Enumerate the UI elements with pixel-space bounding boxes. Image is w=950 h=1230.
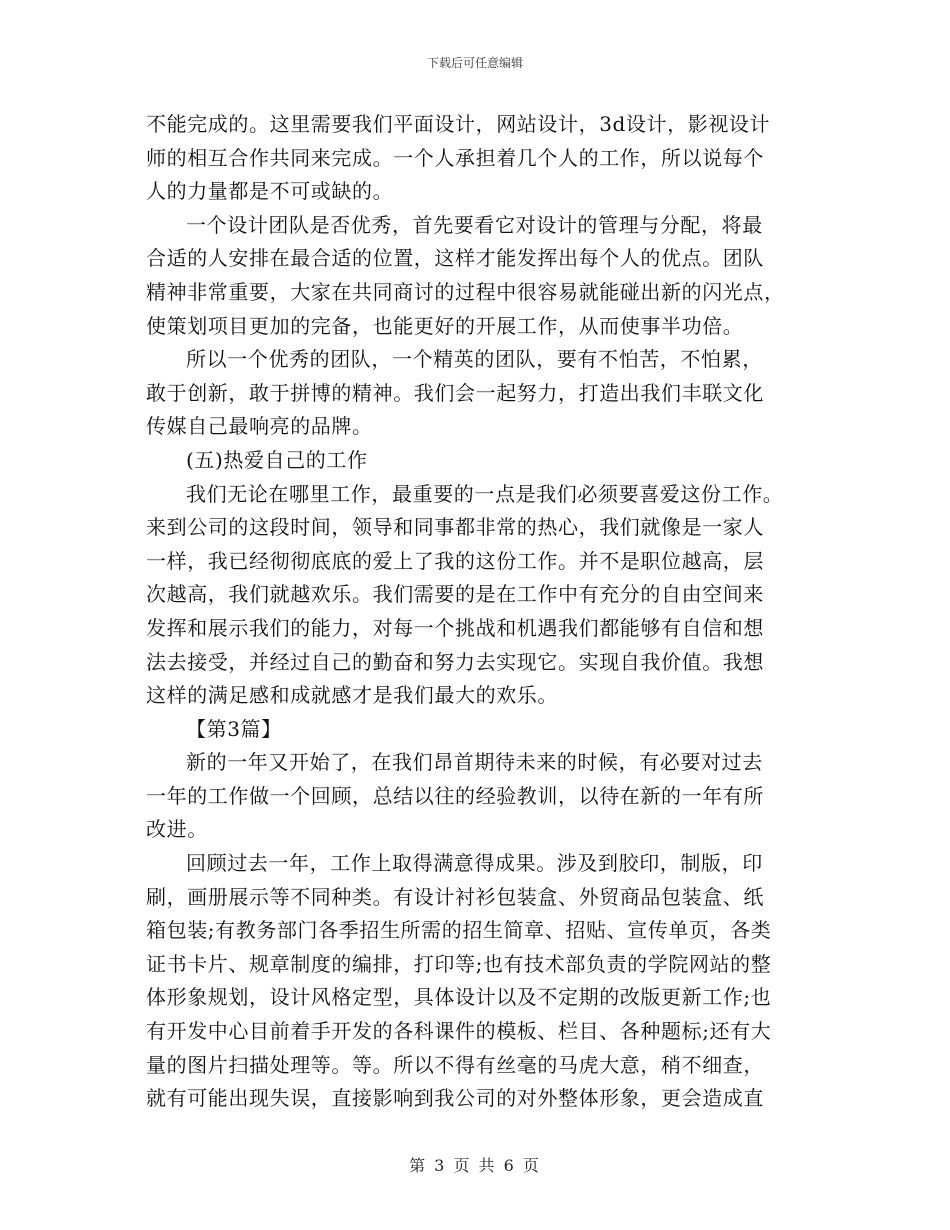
text-line: 这样的满足感和成就感才是我们最大的欢乐。 xyxy=(146,683,558,708)
text-line: 次越高，我们就越欢乐。我们需要的是在工作中有充分的自由空间来 xyxy=(146,582,764,607)
text-line: 就有可能出现失误，直接影响到我公司的对外整体形象，更会造成直 xyxy=(146,1086,764,1111)
text-line: 一个设计团队是否优秀，首先要看它对设计的管理与分配，将最 xyxy=(186,212,763,237)
text-line: 回顾过去一年，工作上取得满意得成果。涉及到胶印，制版，印 xyxy=(186,851,763,876)
text-line: 不能完成的。这里需要我们平面设计，网站设计，3d设计，影视设计 xyxy=(146,112,771,136)
text-line: 来到公司的这段时间，领导和同事都非常的热心，我们就像是一家人 xyxy=(146,515,764,540)
text-line: 所以一个优秀的团队，一个精英的团队，要有不怕苦，不怕累， xyxy=(186,347,763,372)
text-line: 精神非常重要，大家在共同商讨的过程中很容易就能碰出新的闪光点， xyxy=(146,279,785,304)
text-line: 人的力量都是不可或缺的。 xyxy=(146,179,394,204)
section-heading: (五)热爱自己的工作 xyxy=(186,447,368,472)
text-line: 法去接受，并经过自己的勤奋和努力去实现它。实现自我价值。我想 xyxy=(146,649,764,674)
text-line: 量的图片扫描处理等。等。所以不得有丝毫的马虎大意，稍不细查， xyxy=(146,1052,764,1077)
text-line: 传媒自己最响亮的品牌。 xyxy=(146,414,373,439)
text-line: 箱包装;有教务部门各季招生所需的招生简章、招贴、宣传单页，各类 xyxy=(146,918,772,943)
text-line: 有开发中心目前着手开发的各科课件的模板、栏目、各种题标;还有大 xyxy=(146,1019,772,1044)
text-line: 证书卡片、规章制度的编排，打印等;也有技术部负责的学院网站的整 xyxy=(146,951,772,976)
text-line: 改进。 xyxy=(146,817,208,842)
text-line: 敢于创新，敢于拼博的精神。我们会一起努力，打造出我们丰联文化 xyxy=(146,380,764,405)
text-line: 发挥和展示我们的能力，对每一个挑战和机遇我们都能够有自信和想 xyxy=(146,615,764,640)
text-line: 刷，画册展示等不同种类。有设计衬衫包装盒、外贸商品包装盒、纸 xyxy=(146,884,764,909)
text-line: 新的一年又开始了，在我们昂首期待未来的时候，有必要对过去 xyxy=(186,750,763,775)
page-footer: 第 3 页 共 6 页 xyxy=(409,1156,541,1175)
text-line: 师的相互合作共同来完成。一个人承担着几个人的工作，所以说每个 xyxy=(146,145,764,170)
text-line: 一样，我已经彻彻底底的爱上了我的这份工作。并不是职位越高，层 xyxy=(146,548,764,573)
text-line: 使策划项目更加的完备，也能更好的开展工作，从而使事半功倍。 xyxy=(146,313,744,338)
text-line: 我们无论在哪里工作，最重要的一点是我们必须要喜爱这份工作。 xyxy=(186,481,784,506)
section-heading: 【第3篇】 xyxy=(186,716,282,741)
page-header: 下载后可任意编辑 xyxy=(426,56,523,70)
document-body xyxy=(146,108,814,1116)
text-line: 一年的工作做一个回顾，总结以往的经验教训，以待在新的一年有所 xyxy=(146,783,764,808)
text-line: 体形象规划，设计风格定型，具体设计以及不定期的改版更新工作;也 xyxy=(146,985,772,1010)
text-line: 合适的人安排在最合适的位置，这样才能发挥出每个人的优点。团队 xyxy=(146,246,764,271)
